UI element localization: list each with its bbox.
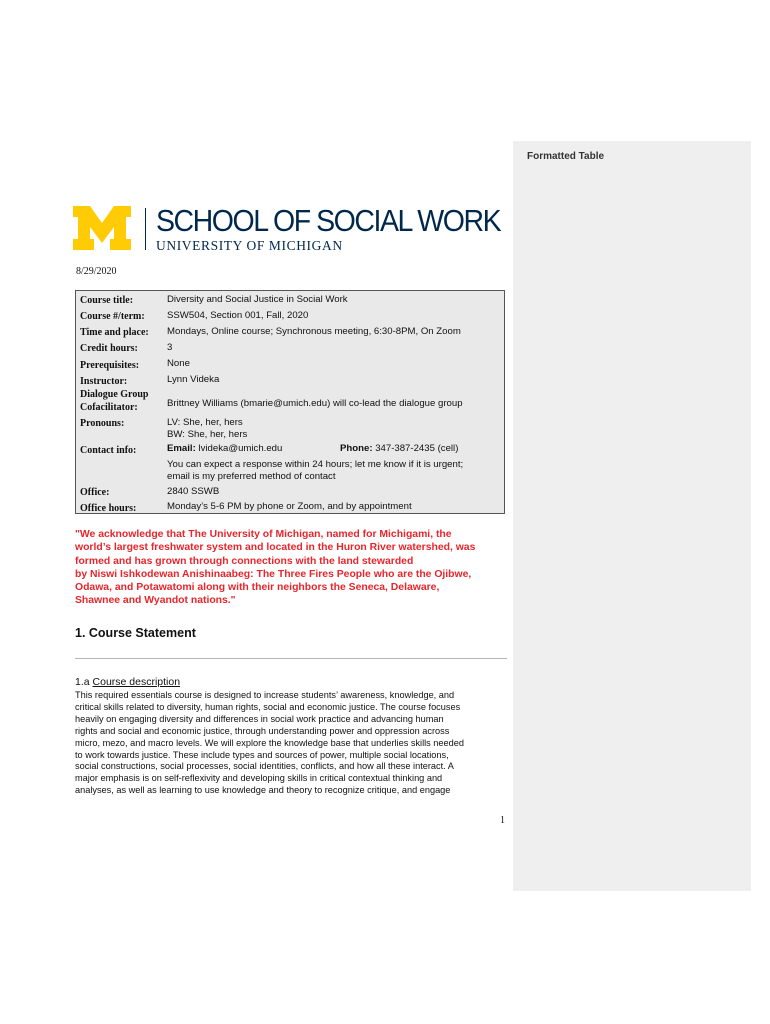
logo-divider xyxy=(145,208,146,250)
phone-line xyxy=(340,443,458,455)
phone-value: 347-387-2435 (cell) xyxy=(375,443,459,454)
ack-line: "We acknowledge that The University of Michigan, named for Michigami, the xyxy=(75,529,452,540)
email-label: Email: xyxy=(167,443,196,454)
time-place-value: Mondays, Online course; Synchronous meeting, 6:30-8PM, On Zoom xyxy=(167,326,461,337)
subsection-title: Course description xyxy=(92,676,181,688)
pronouns-label: Pronouns: xyxy=(80,418,125,429)
pronouns-value-1: LV: She, her, hers xyxy=(167,417,243,428)
subsection-heading xyxy=(75,676,180,688)
school-logo xyxy=(73,203,513,256)
description-line: rights and social and economic justice, through understanding power and oppression across xyxy=(75,725,450,736)
dialogue-label-line2: Cofacilitator: xyxy=(80,402,138,413)
comment-pane xyxy=(513,141,751,891)
description-line: major emphasis is on self-reflexivity and developing skills in critical contextual thinking and xyxy=(75,773,443,784)
ack-line: by Niswi Ishkodewan Anishinaabeg: The Three Fires People who are the Ojibwe, xyxy=(75,568,472,580)
course-info-table xyxy=(75,290,505,514)
ack-line: Odawa, and Potawatomi along with their neighbors the Seneca, Delaware, xyxy=(75,582,440,594)
dialogue-value: Brittney Williams (bmarie@umich.edu) will co-lead the dialogue group xyxy=(167,398,463,409)
subsection-number: 1.a xyxy=(75,676,93,688)
course-title-label: Course title: xyxy=(80,295,134,306)
section-heading: 1. Course Statement xyxy=(75,626,196,640)
dialogue-label-line1: Dialogue Group xyxy=(80,389,149,400)
document-date: 8/29/2020 xyxy=(76,266,117,277)
pronouns-value-2: BW: She, her, hers xyxy=(167,429,248,440)
course-term-value: SSW504, Section 001, Fall, 2020 xyxy=(167,310,309,321)
description-line: This required essentials course is designed to increase students’ awareness, knowledge, and xyxy=(75,690,455,700)
email-line xyxy=(167,443,282,455)
ack-line: formed and has grown through connections with the land stewarded xyxy=(75,555,414,567)
response-note-1: You can expect a response within 24 hours; let me know if it is urgent; xyxy=(167,459,464,470)
block-m-icon xyxy=(73,206,131,250)
instructor-value: Lynn Videka xyxy=(167,374,220,385)
credit-hours-value: 3 xyxy=(167,342,173,353)
email-value[interactable]: lvideka@umich.edu xyxy=(198,443,283,454)
course-description xyxy=(75,690,513,797)
ack-line: Shawnee and Wyandot nations." xyxy=(75,595,236,607)
prerequisites-value: None xyxy=(167,358,190,369)
contact-info-label: Contact info: xyxy=(80,445,137,456)
course-title-value: Diversity and Social Justice in Social Work xyxy=(167,294,348,305)
logo-university-name: UNIVERSITY OF MICHIGAN xyxy=(156,238,343,253)
section-divider xyxy=(75,658,507,659)
time-place-label: Time and place: xyxy=(80,327,149,338)
office-value: 2840 SSWB xyxy=(167,486,220,497)
prerequisites-label: Prerequisites: xyxy=(80,360,140,371)
course-term-label: Course #/term: xyxy=(80,311,145,322)
land-acknowledgement xyxy=(75,528,515,608)
description-line: to work towards justice. These include types and sources of power, multiple social locations, xyxy=(75,749,449,760)
office-label: Office: xyxy=(80,487,110,498)
description-line: heavily on engaging diversity and differences in social work practice and advancing human xyxy=(75,713,444,724)
office-hours-label: Office hours: xyxy=(80,503,137,514)
page-number: 1 xyxy=(500,815,505,826)
response-note-2: email is my preferred method of contact xyxy=(167,471,336,482)
comment-title: Formatted Table xyxy=(527,151,605,162)
logo-school-name: SCHOOL OF SOCIAL WORK xyxy=(156,203,501,238)
description-line: analyses, as well as learning to use knowledge and theory to recognize critique, and engage xyxy=(75,785,451,796)
credit-hours-label: Credit hours: xyxy=(80,343,138,354)
office-hours-value: Monday’s 5-6 PM by phone or Zoom, and by appointment xyxy=(167,501,412,512)
instructor-label: Instructor: xyxy=(80,376,128,387)
description-line: social constructions, social processes, social identities, conflicts, and how all these interact. A xyxy=(75,761,454,772)
description-line: critical skills related to diversity, human rights, social and economic justice. The course focuses xyxy=(75,701,461,712)
ack-line: world’s largest freshwater system and located in the Huron River watershed, was xyxy=(75,542,476,554)
phone-label: Phone: xyxy=(340,443,373,454)
description-line: micro, mezo, and macro levels. We will explore the knowledge base that underlies skills needed xyxy=(75,737,464,748)
